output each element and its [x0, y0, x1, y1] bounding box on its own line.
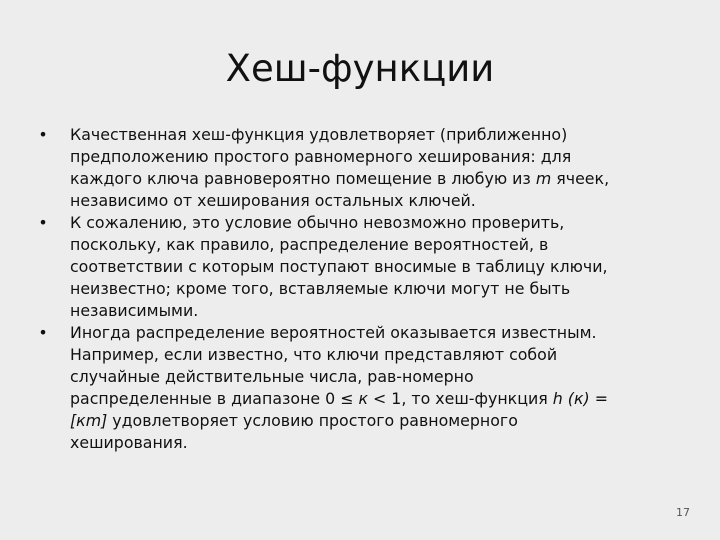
- bullet-3-line-2: Например, если известно, что ключи представляют собой: [70, 345, 558, 364]
- bullet-3-line-4-text: распределенные в диапазоне 0 ≤: [70, 389, 359, 408]
- page-number: 17: [676, 506, 690, 519]
- bullet-2-line-2: поскольку, как правило, распределение вероятностей, в: [70, 235, 549, 254]
- bullet-3-hash-expression: h (к) =: [552, 389, 608, 408]
- bullet-list: [36, 124, 686, 454]
- bullet-3-line-6: хеширования.: [70, 433, 188, 452]
- bullet-1-variable-m: m: [535, 169, 552, 188]
- bullet-1-line-3: [70, 168, 686, 190]
- bullet-marker: •: [38, 125, 48, 144]
- bullet-1-line-2: предположению простого равномерного хеширования: для: [70, 147, 572, 166]
- bullet-3-variable-k: к: [358, 389, 369, 408]
- bullet-item-3: [36, 322, 686, 454]
- bullet-2-line-4: неизвестно; кроме того, вставляемые ключи могут не быть: [70, 279, 571, 298]
- bullet-3-line-3: случайные действительные числа, рав-номерно: [70, 367, 474, 386]
- bullet-marker: •: [38, 213, 48, 232]
- bullet-1-line-3-tail: ячеек,: [551, 169, 610, 188]
- bullet-item-1: [36, 124, 686, 212]
- bullet-3-floor-expression: [кm]: [70, 411, 108, 430]
- bullet-3-line-5-text: удовлетворяет условию простого равномерного: [107, 411, 518, 430]
- bullet-3-line-1: Иногда распределение вероятностей оказывается известным.: [70, 323, 597, 342]
- bullet-item-2: [36, 212, 686, 322]
- bullet-3-line-4-middle: < 1, то хеш-функция: [368, 389, 553, 408]
- bullet-1-line-1: Качественная хеш-функция удовлетворяет (приближенно): [70, 125, 568, 144]
- bullet-2-line-3: соответствии с которым поступают вносимые в таблицу ключи,: [70, 257, 608, 276]
- bullet-3-line-4: [70, 388, 686, 410]
- bullet-2-line-5: независимыми.: [70, 301, 199, 320]
- bullet-1-line-4: независимо от хеширования остальных ключей.: [70, 191, 476, 210]
- bullet-1-line-3-text: каждого ключа равновероятно помещение в любую из: [70, 169, 536, 188]
- slide-title: Хеш-функции: [225, 47, 495, 90]
- bullet-3-line-5: [70, 410, 686, 432]
- bullet-marker: •: [38, 323, 48, 342]
- bullet-2-line-1: К сожалению, это условие обычно невозможно проверить,: [70, 213, 565, 232]
